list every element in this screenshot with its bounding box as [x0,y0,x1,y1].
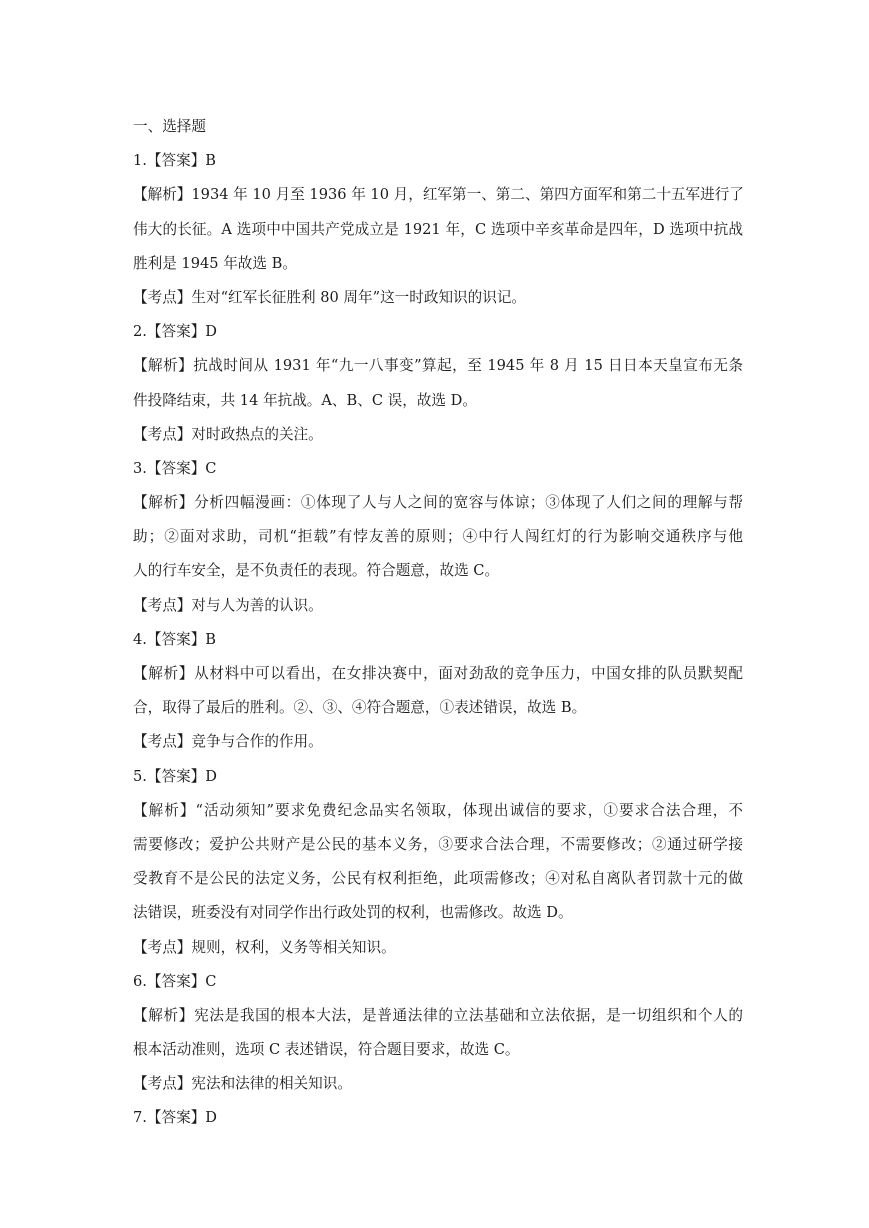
answer-line: 7.【答案】D [133,1109,217,1127]
answer-line: 2.【答案】D [133,323,217,341]
answer-key-text [133,110,743,1136]
key-point-line: 【考点】竞争与合作的作用。 [133,733,323,751]
answer-line: 6.【答案】C [133,972,217,990]
analysis-line: 【解析】从材料中可以看出，在女排决赛中，面对劲敌的竞争压力，中国女排的队员默契配 [133,665,743,682]
answer-line: 4.【答案】B [133,630,217,648]
analysis-line: 合，取得了最后的胜利。②、③、④符合题意，①表述错误，故选 B。 [133,699,587,717]
key-point-line: 【考点】宪法和法律的相关知识。 [133,1075,352,1093]
answer-line: 5.【答案】D [133,767,217,785]
answer-line: 3.【答案】C [133,459,217,477]
key-point-line: 【考点】规则，权利，义务等相关知识。 [133,938,396,956]
analysis-line: 胜利是 1945 年故选 B。 [133,254,297,272]
answer-line: 1.【答案】B [133,152,217,170]
analysis-line: 【解析】“活动须知”要求免费纪念品实名领取，体现出诚信的要求，①要求合法合理，不 [133,801,743,819]
analysis-line: 【解析】1934 年 10 月至 1936 年 10 月，红军第一、第二、第四方面军和第二十五军进行了 [133,186,744,204]
key-point-line: 【考点】对时政热点的关注。 [133,425,323,443]
section-heading: 一、选择题 [133,118,206,135]
analysis-line: 根本活动准则，选项 C 表述错误，符合题目要求，故选 C。 [133,1041,520,1059]
analysis-line: 件投降结束，共 14 年抗战。A、B、C 误，故选 D。 [133,391,477,409]
key-point-line: 【考点】生对“红军长征胜利 80 周年”这一时政知识的识记。 [133,288,527,306]
analysis-line: 伟大的长征。A 选项中中国共产党成立是 1921 年，C 选项中辛亥革命是四年，D 选项中抗战 [133,220,743,238]
analysis-line: 【解析】抗战时间从 1931 年“九一八事变”算起，至 1945 年 8 月 15 日日本天皇宣布无条 [133,357,743,375]
analysis-line: 【解析】分析四幅漫画：①体现了人与人之间的宽容与体谅；③体现了人们之间的理解与帮 [133,494,743,512]
key-point-line: 【考点】对与人为善的认识。 [133,596,323,614]
analysis-line: 人的行车安全，是不负责任的表现。符合题意，故选 C。 [133,562,500,580]
analysis-line: 助；②面对求助，司机“拒载”有悖友善的原则；④中行人闯红灯的行为影响交通秩序与他 [133,528,743,546]
analysis-line: 法错误，班委没有对同学作出行政处罚的权利，也需修改。故选 D。 [133,904,573,922]
analysis-line: 受教育不是公民的法定义务，公民有权利拒绝，此项需修改；④对私自离队者罚款十元的做 [133,870,743,888]
analysis-line: 【解析】宪法是我国的根本大法，是普通法律的立法基础和立法依据，是一切组织和个人的 [133,1006,743,1024]
analysis-line: 需要修改；爱护公共财产是公民的基本义务，③要求合法合理，不需要修改；②通过研学接 [133,835,743,853]
